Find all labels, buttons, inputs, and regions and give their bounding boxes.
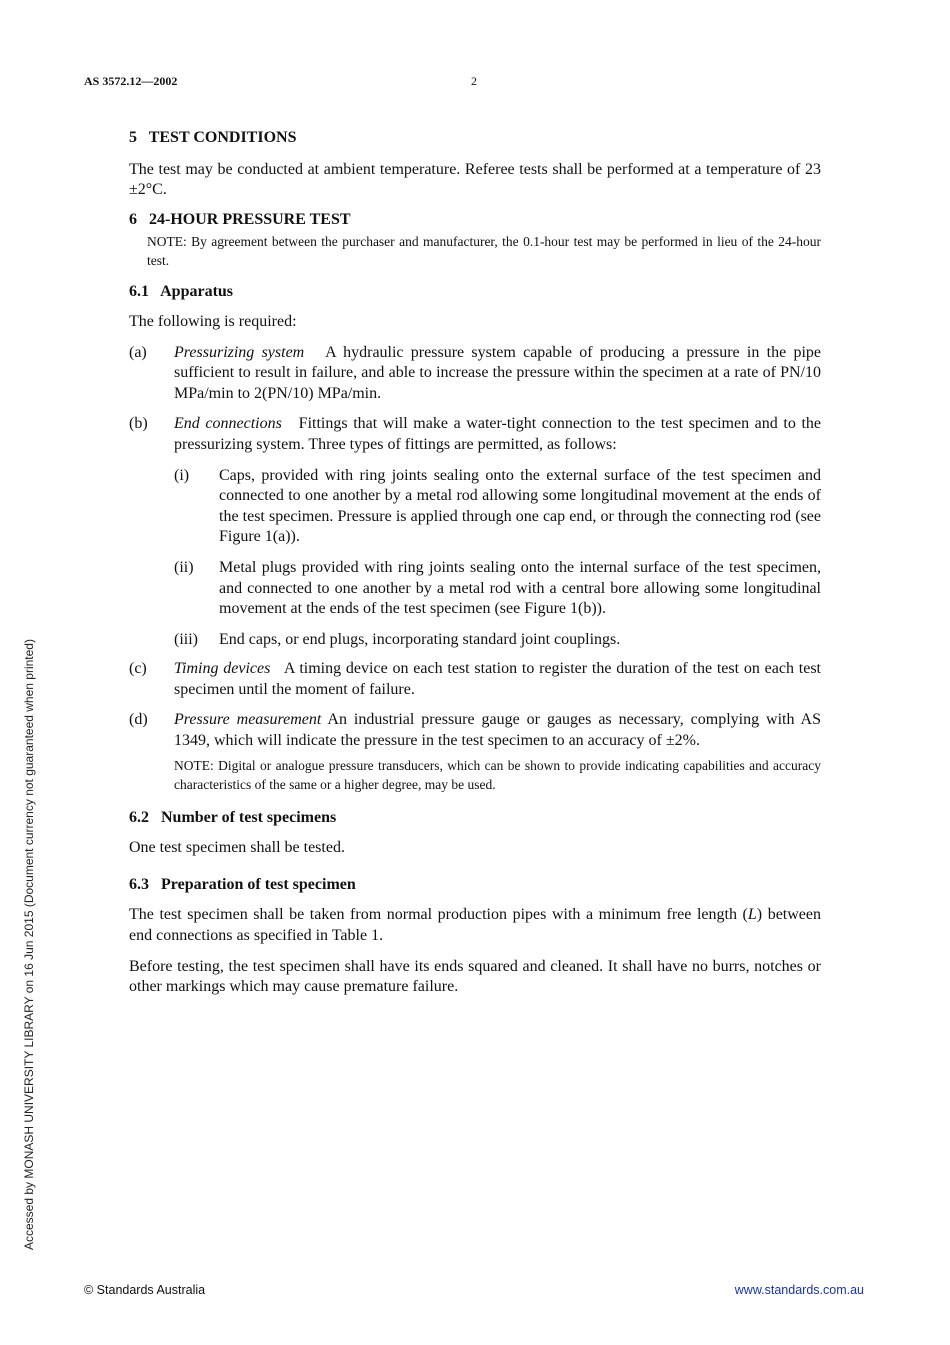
sub-label: (i): [174, 466, 190, 484]
sub-item-iii: [174, 630, 821, 651]
list-label: (a): [129, 343, 147, 361]
sub-item-ii: [174, 558, 821, 620]
footer-copyright: © Standards Australia: [84, 1283, 206, 1297]
section-6-1-heading: 6.1 Apparatus: [129, 283, 234, 301]
footer-website-link[interactable]: www.standards.com.au: [734, 1283, 864, 1297]
item-term: End connections: [174, 415, 282, 433]
list-label: (d): [129, 711, 148, 729]
item-text: A hydraulic pressure system capable of producing a pressure in the pipe sufficient to result in failure, and able to increase the pressure within the specimen at a rate of PN/10 MPa/min to 2(PN/10) MPa/min.: [174, 343, 821, 402]
list-item-a: [129, 343, 821, 405]
section-6-3-heading: 6.3 Preparation of test specimen: [129, 875, 356, 893]
sub-text: Metal plugs provided with ring joints sealing onto the internal surface of the test specimen, and connected to one another by a metal rod with a central bore allowing some longitudinal movement at the ends of the test specimen (see Figure 1(b)).: [219, 558, 821, 618]
section-6-3-para-2: Before testing, the test specimen shall have its ends squared and cleaned. It shall have no burrs, notches or other markings which may cause premature failure.: [129, 957, 821, 996]
variable-l: L: [747, 906, 757, 924]
page-number: 2: [471, 74, 477, 88]
item-text: Fittings that will make a water-tight connection to the test specimen and to the pressurizing system. Three types of fittings are permitted, as follows:: [174, 415, 822, 453]
list-item-b: [129, 414, 821, 455]
section-6-1-intro: The following is required:: [129, 312, 297, 330]
item-term: Pressurizing system: [174, 343, 305, 361]
sub-label: (ii): [174, 558, 194, 576]
item-text: An industrial pressure gauge or gauges as necessary, complying with AS 1349, which will indicate the pressure in the test specimen to an accuracy of ±2%.: [174, 711, 821, 750]
list-item-c: [129, 659, 821, 700]
document-body: [129, 128, 821, 998]
access-watermark: Accessed by MONASH UNIVERSITY LIBRARY on 16 Jun 2015 (Document currency not guaranteed when printed): [22, 639, 36, 1250]
section-6-2-text: One test specimen shall be tested.: [129, 839, 345, 857]
sub-label: (iii): [174, 630, 198, 648]
list-label: (c): [129, 660, 147, 678]
sub-text: Caps, provided with ring joints sealing onto the external surface of the test specimen and connected to one another by a metal rod allowing some longitudinal movement at the ends of the test specimen. Pressure is applied through one cap end, or through the connecting rod (see Figure 1(a)).: [219, 466, 821, 546]
header-standard-number: AS 3572.12—2002: [84, 74, 178, 88]
item-term: Timing devices: [174, 660, 271, 678]
list-item-d: [129, 710, 821, 751]
sub-item-i: [174, 466, 821, 548]
item-term: Pressure measurement: [174, 711, 322, 729]
item-text: A timing device on each test station to register the duration of the test on each test specimen until the moment of failure.: [174, 660, 821, 698]
section-5-heading: 5 TEST CONDITIONS: [129, 129, 297, 146]
sub-text: End caps, or end plugs, incorporating standard joint couplings.: [219, 630, 621, 648]
para-text: ) between end connections as specified in Table 1.: [129, 906, 821, 945]
section-6-3-para-1: [129, 905, 821, 946]
item-d-note: NOTE: Digital or analogue pressure transducers, which can be shown to provide indicating capabilities and accuracy characteristics of the same or a higher degree, may be used.: [174, 757, 821, 792]
section-6-note: NOTE: By agreement between the purchaser and manufacturer, the 0.1-hour test may be performed in lieu of the 24-hour test.: [147, 234, 821, 269]
section-6-2-heading: 6.2 Number of test specimens: [129, 808, 337, 826]
para-text: The test specimen shall be taken from normal production pipes with a minimum free length (: [129, 906, 748, 924]
section-6-heading: 6 24-HOUR PRESSURE TEST: [129, 210, 351, 228]
list-label: (b): [129, 415, 148, 433]
section-5-text: The test may be conducted at ambient temperature. Referee tests shall be performed at a temperature of 23 ±2°C.: [129, 160, 821, 199]
